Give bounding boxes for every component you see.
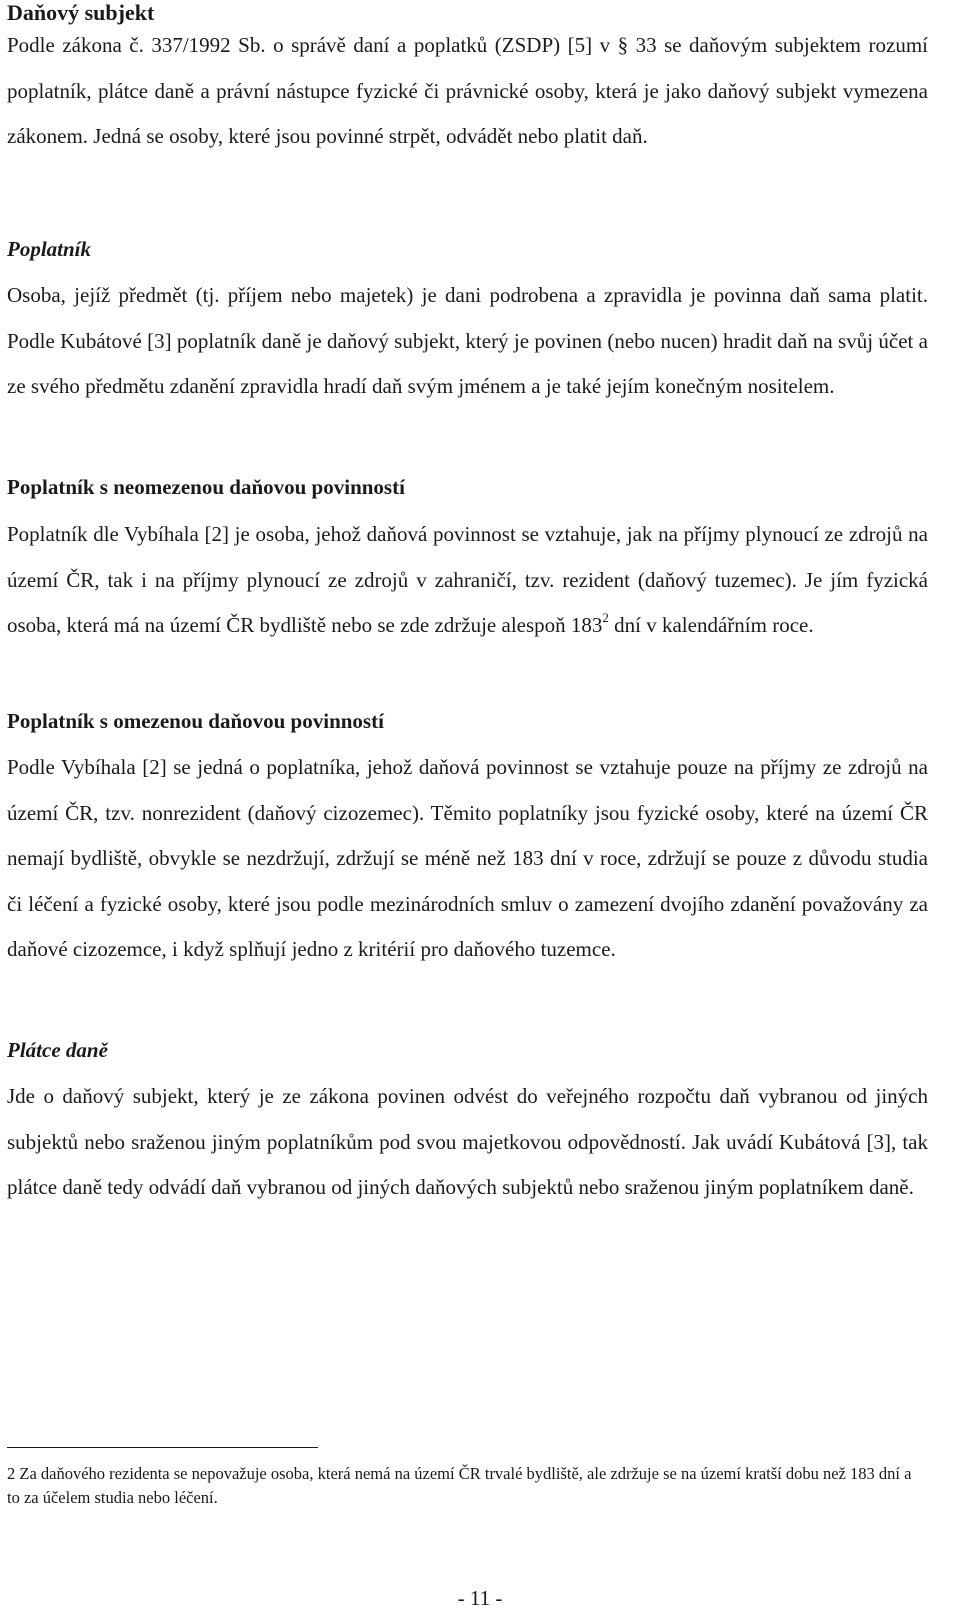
platce-heading: Plátce daně	[7, 1038, 108, 1062]
omezena-section	[7, 708, 928, 973]
neomezena-paragraph	[7, 512, 928, 649]
poplatnik-paragraph: Osoba, jejíž předmět (tj. příjem nebo majetek) je dani podrobena a zpravidla je povinna daň sama platit. Podle Kubátové [3] poplatník daně je daňový subjekt, který je povinen (nebo nucen) hradit daň na svůj účet a ze svého předmětu zdanění zpravidla hradí daň svým jménem a je také jejím konečným nositelem.	[7, 283, 928, 398]
neomezena-text-before: Poplatník dle Vybíhala [2] je osoba, jehož daňová povinnost se vztahuje, jak na příjmy plynoucí ze zdrojů na území ČR, tak i na příjmy plynoucí ze zdrojů v zahraničí, tzv. rezident (daňový tuzemec). Je jím fyzická osoba, která má na území ČR bydliště nebo se zde zdržuje alespoň 183	[7, 522, 928, 637]
footnote-reference[interactable]: 2	[602, 610, 609, 625]
intro-paragraph: Podle zákona č. 337/1992 Sb. o správě daní a poplatků (ZSDP) [5] v § 33 se daňovým subjektem rozumí poplatník, plátce daně a právní nástupce fyzické či právnické osoby, která je jako daňový subjekt vymezena zákonem. Jedná se osoby, které jsou povinné strpět, odvádět nebo platit daň.	[7, 33, 928, 148]
page-title: Daňový subjekt	[7, 0, 155, 25]
footnote-text: 2 Za daňového rezidenta se nepovažuje osoba, která nemá na území ČR trvalé bydliště, ale zdržuje se na území kratší dobu než 183 dní a to za účelem studia nebo léčení.	[7, 1464, 912, 1507]
neomezena-text-after: dní v kalendářním roce.	[608, 613, 814, 637]
platce-section	[7, 1037, 928, 1211]
footnote-divider	[7, 1447, 318, 1448]
omezena-heading: Poplatník s omezenou daňovou povinností	[7, 709, 384, 733]
platce-paragraph: Jde o daňový subjekt, který je ze zákona povinen odvést do veřejného rozpočtu daň vybranou od jiných subjektů nebo sraženou jiným poplatníkům pod svou majetkovou odpovědností. Jak uvádí Kubátová [3], tak plátce daně tedy odvádí daň vybranou od jiných daňových subjektů nebo sraženou jiným poplatníkem daně.	[7, 1084, 928, 1199]
poplatnik-section	[7, 236, 928, 410]
poplatnik-heading: Poplatník	[7, 237, 92, 261]
omezena-paragraph: Podle Vybíhala [2] se jedná o poplatníka, jehož daňová povinnost se vztahuje pouze na příjmy ze zdrojů na území ČR, tzv. nonrezident (daňový cizozemec). Těmito poplatníky jsou fyzické osoby, které na území ČR nemají bydliště, obvykle se nezdržují, zdržují se méně než 183 dní v roce, zdržují se pouze z důvodu studia či léčení a fyzické osoby, které jsou podle mezinárodních smluv o zamezení dvojího zdanění považovány za daňové cizozemce, i když splňují jedno z kritérií pro daňového tuzemce.	[7, 755, 928, 961]
page-number: - 11 -	[457, 1586, 503, 1610]
neomezena-section	[7, 474, 928, 649]
intro-section	[7, 23, 928, 160]
neomezena-heading: Poplatník s neomezenou daňovou povinností	[7, 475, 405, 499]
